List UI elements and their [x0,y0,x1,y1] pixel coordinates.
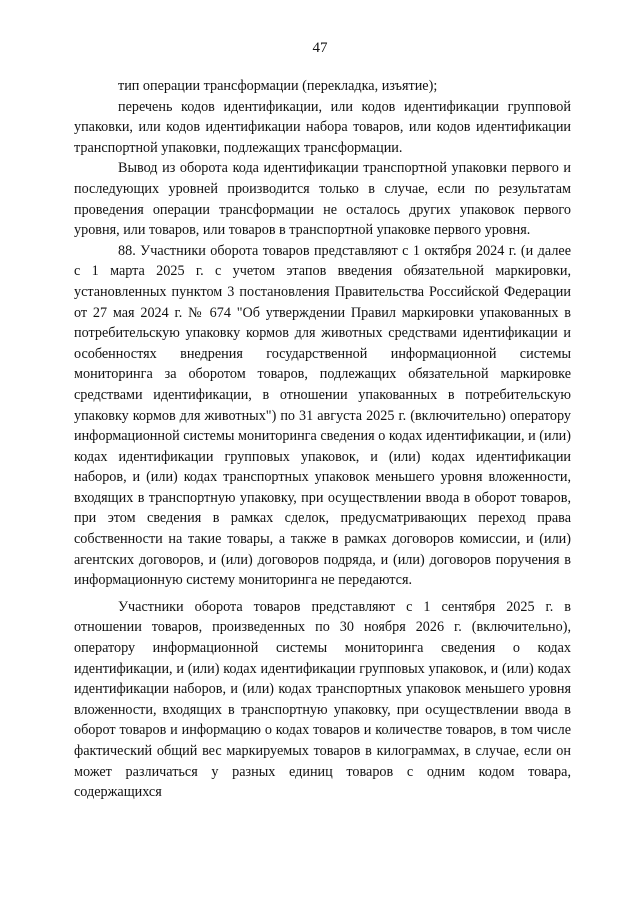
paragraph-codes-list: перечень кодов идентификации, или кодов идентификации групповой упаковки, или кодов идентификации набора товаров, или кодов идентификации транспортной упаковки, подлежащих трансформации. [74,98,571,156]
paragraph-withdrawal: Вывод из оборота кода идентификации транспортной упаковки первого и последующих уровней производится только в случае, если по результатам проведения операции трансформации не осталось других упаковок первого уровня, или товаров, или товаров в транспортной упаковке первого уровня. [74,160,571,239]
document-body [74,76,571,803]
paragraph-operation-type: тип операции трансформации (перекладка, изъятие); [118,78,438,94]
paragraph-september-2025: Участники оборота товаров представляют с 1 сентября 2025 г. в отношении товаров, произведенных по 30 ноября 2026 г. (включительно), оператору информационной системы мониторинга сведения о кодах идентификации, и (или) кодах идентификации групповых упаковок, и (или) кодах идентификации наборов, и (или) кодах транспортных упаковок меньшего уровня вложенности, входящих в транспортную упаковку, при осуществлении ввода в оборот товаров и информацию о кодах товаров и количестве товаров, в том числе фактический общий вес маркируемых товаров в килограммах, в случае, если он может различаться у разных единиц товаров с одним кодом товара, содержащихся [74,598,571,801]
page-number: 47 [312,40,328,56]
paragraph-item-88: 88. Участники оборота товаров представляют с 1 октября 2024 г. (и далее с 1 марта 2025 г. с учетом этапов введения обязательной маркировки, установленных пунктом 3 постановления Правительства Российской Федерации от 27 мая 2024 г. № 674 "Об утверждении Правил маркировки упакованных в потребительскую упаковку кормов для животных средствами идентификации и особенностях внедрения государственной информационной системы мониторинга за оборотом товаров, подлежащих обязательной маркировке средствами идентификации, в отношении упакованных в потребительскую упаковку кормов для животных") по 31 августа 2025 г. (включительно) оператору информационной системы мониторинга сведения о кодах идентификации, и (или) кодах идентификации групповых упаковок, и (или) кодах идентификации наборов, и (или) кодах транспортных упаковок меньшего уровня вложенности, входящих в транспортную упаковку, при осуществлении ввода в оборот товаров, при этом сведения в рамках сделок, предусматривающих переход права собственности на такие товары, а также в рамках договоров комиссии, и (или) агентских договоров, и (или) договоров подряда, и (или) договоров поручения в информационную систему мониторинга не передаются. [74,242,571,589]
